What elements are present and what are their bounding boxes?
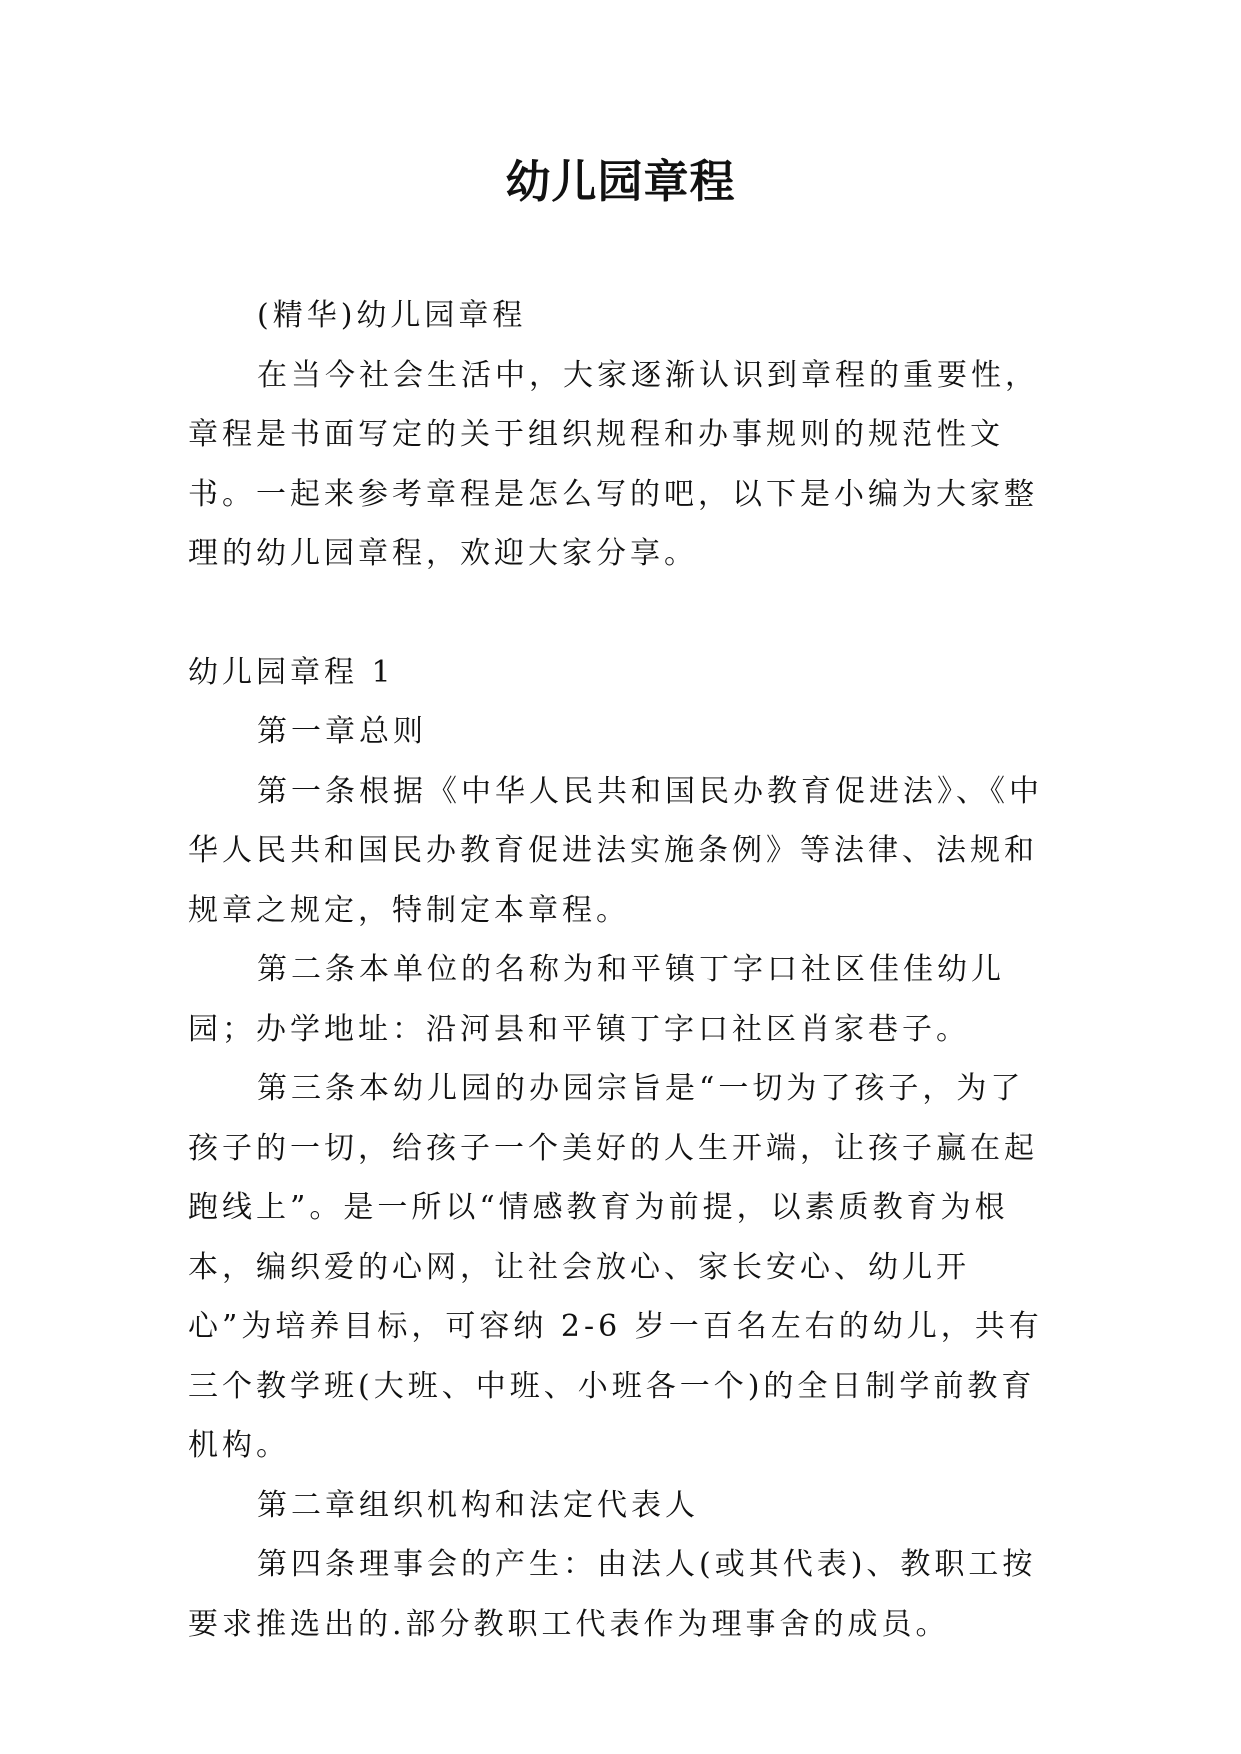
document-title: 幼儿园章程 — [505, 155, 736, 208]
article-2: 第二条本单位的名称为和平镇丁字口社区佳佳幼儿园；办学地址：沿河县和平镇丁字口社区肖家巷子。 — [188, 952, 1005, 1047]
chapter-heading-1: 第一章总则 — [257, 714, 427, 749]
article-4: 第四条理事会的产生：由法人(或其代表)、教职工按要求推选出的.部分教职工代表作为理事舍的成员。 — [188, 1547, 1037, 1642]
paragraph-gap — [0, 584, 1241, 643]
intro-paragraph: 在当今社会生活中，大家逐渐认识到章程的重要性，章程是书面写定的关于组织规程和办事规则的规范性文书。一起来参考章程是怎么写的吧，以下是小编为大家整理的幼儿园章程，欢迎大家分享。 — [188, 357, 1039, 571]
section-heading: 幼儿园章程 1 — [188, 654, 395, 690]
document-body — [0, 286, 1241, 1654]
article-1: 第一条根据《中华人民共和国民办教育促进法》、《中华人民共和国民办教育促进法实施条例》等法律、法规和规章之规定，特制定本章程。 — [188, 773, 1043, 928]
chapter-heading-2: 第二章组织机构和法定代表人 — [257, 1487, 699, 1523]
article-3: 第三条本幼儿园的办园宗旨是“一切为了孩子，为了孩子的一切，给孩子一个美好的人生开端，让孩子赢在起跑线上”。是一所以“情感教育为前提，以素质教育为根本，编织爱的心网，让社会放心、家长安心、幼儿开心”为培养目标，可容纳 2-6 岁一百名左右的幼儿，共有三个教学班(大班、中班、小班各一个)的全日制学前教育机构。 — [188, 1071, 1043, 1463]
subtitle-paragraph: (精华)幼儿园章程 — [257, 298, 527, 333]
